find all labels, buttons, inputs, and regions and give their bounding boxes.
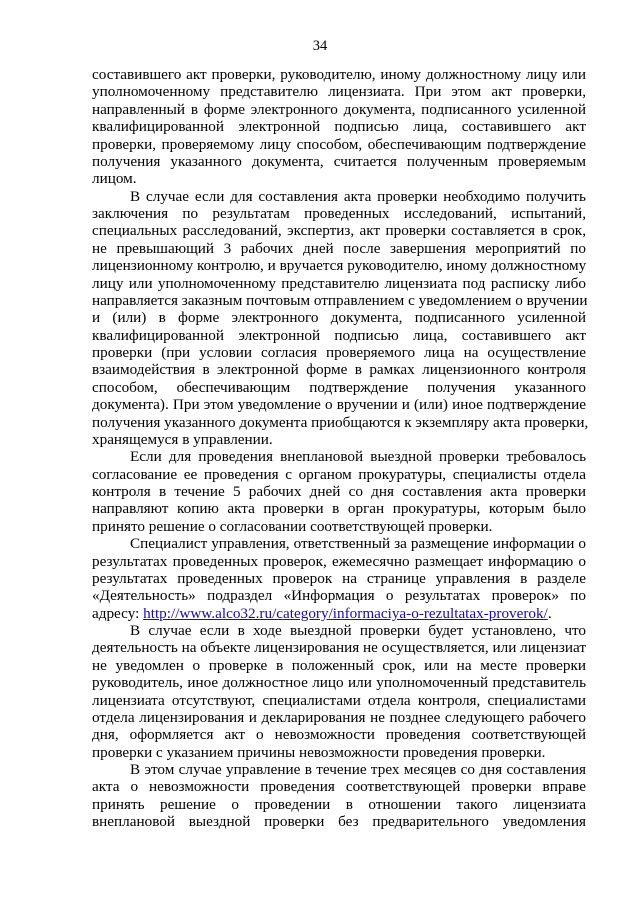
text-line: В случае если для составления акта проверки необходимо получить bbox=[130, 187, 586, 205]
document-body bbox=[92, 66, 589, 831]
text-line: составившего акт проверки, руководителю, иному должностному лицу или bbox=[92, 66, 586, 83]
text-line: уполномоченному представителю лицензиата. При этом акт проверки, bbox=[92, 83, 586, 101]
text-line: документа). При этом уведомление о вручении и (или) иное подтверждение bbox=[92, 396, 586, 414]
text-line: взаимодействия в электронной форме в рамках лицензионного контроля bbox=[92, 361, 586, 379]
text-line: проверки с указанием причины невозможности проведения проверки. bbox=[92, 743, 546, 761]
text-line: квалифицированной электронной подписью лица, составившего акт bbox=[92, 326, 586, 344]
text-line: и (или) в форме электронного документа, подписанного усиленной bbox=[92, 309, 586, 327]
text-line: акта о невозможности проведения соответствующей проверки вправе bbox=[92, 778, 586, 796]
page-number: 34 bbox=[312, 38, 328, 54]
text-line: внеплановой выездной проверки без предварительного уведомления bbox=[92, 813, 586, 831]
text-line: специальных расследований, экспертиз, акт проверки составляется в срок, bbox=[92, 222, 586, 240]
text-line: руководитель, иное должностное лицо или уполномоченный представитель bbox=[92, 674, 586, 692]
text-line: проверки, проверяемому лицу способом, обеспечивающим подтверждение bbox=[92, 135, 586, 153]
text-line: направляют копию акта проверки в орган прокуратуры, которым было bbox=[92, 500, 586, 518]
text-line: результатах проведенных проверок на странице управления в разделе bbox=[92, 569, 586, 587]
text-line: отдела лицензирования и декларирования не позднее следующего рабочего bbox=[92, 708, 586, 726]
text-line: Специалист управления, ответственный за размещение информации о bbox=[130, 535, 586, 553]
paragraph bbox=[92, 66, 586, 188]
text-line: направляется заказным почтовым отправлением с уведомлением о вручении bbox=[92, 291, 588, 309]
text-line: Если для проведения внеплановой выездной проверки требовалось bbox=[130, 448, 586, 466]
text-line: лицом. bbox=[92, 170, 137, 188]
text-line: принято решение о согласовании соответствующей проверки. bbox=[92, 517, 493, 535]
text-line: получения указанного документа приобщаются к экземпляру акта проверки, bbox=[92, 413, 589, 431]
text-line: квалифицированной электронной подписью лица, составившего акт bbox=[92, 118, 586, 136]
text-line: лицензионному контролю, и вручается руководителю, иному должностному bbox=[92, 257, 587, 275]
paragraph bbox=[92, 622, 586, 761]
text-line: направленный в форме электронного документа, подписанного усиленной bbox=[92, 100, 586, 118]
text-line: результатах проведенных проверок, ежемесячно размещает информацию о bbox=[92, 552, 586, 570]
text-line: «Деятельность» подраздел «Информация о результатах проверок» по bbox=[92, 587, 586, 605]
paragraph bbox=[92, 761, 586, 831]
text-line: не уведомлен о проверке в положенный срок, или на месте проверки bbox=[92, 656, 586, 674]
text-line: деятельность на объекте лицензирования не осуществляется, или лицензиат bbox=[92, 639, 586, 657]
text-line: способом, обеспечивающим подтверждение получения указанного bbox=[92, 378, 586, 396]
text-line: заключения по результатам проведенных исследований, испытаний, bbox=[92, 205, 586, 222]
paragraph bbox=[92, 187, 589, 449]
text-line: лицензиата отсутствуют, специалистами отдела контроля, специалистами bbox=[92, 691, 586, 709]
text-line: принять решение о проведении в отношении такого лицензиата bbox=[92, 795, 586, 813]
text-line: проверки (при условии согласия проверяемого лица на осуществление bbox=[92, 344, 586, 361]
text-line: В случае если в ходе выездной проверки будет установлено, что bbox=[130, 622, 586, 639]
text-line: адресу: http://www.alco32.ru/category/informaciya-o-rezultatax-proverok/. bbox=[92, 604, 552, 622]
text-line: получения указанного документа, считается полученным проверяемым bbox=[92, 152, 586, 170]
results-page-link[interactable]: http://www.alco32.ru/category/informaciya-o-rezultatax-proverok/ bbox=[143, 604, 548, 622]
text-line: дня, оформляется акт о невозможности проведения соответствующей bbox=[92, 726, 586, 744]
paragraph bbox=[92, 535, 586, 622]
text-line: лицу или уполномоченному представителю лицензиата под расписку либо bbox=[92, 274, 586, 292]
text-line: контроля в течение 5 рабочих дней со дня составления акта проверки bbox=[92, 483, 586, 500]
text-line: хранящемуся в управлении. bbox=[92, 430, 273, 448]
text-line: согласование ее проведения с органом прокуратуры, специалисты отдела bbox=[92, 465, 586, 483]
paragraph bbox=[92, 448, 586, 535]
text-line: не превышающий 3 рабочих дней после завершения мероприятий по bbox=[92, 239, 586, 257]
address-label: адресу: bbox=[92, 604, 140, 622]
text-line: В этом случае управление в течение трех месяцев со дня составления bbox=[130, 761, 586, 778]
